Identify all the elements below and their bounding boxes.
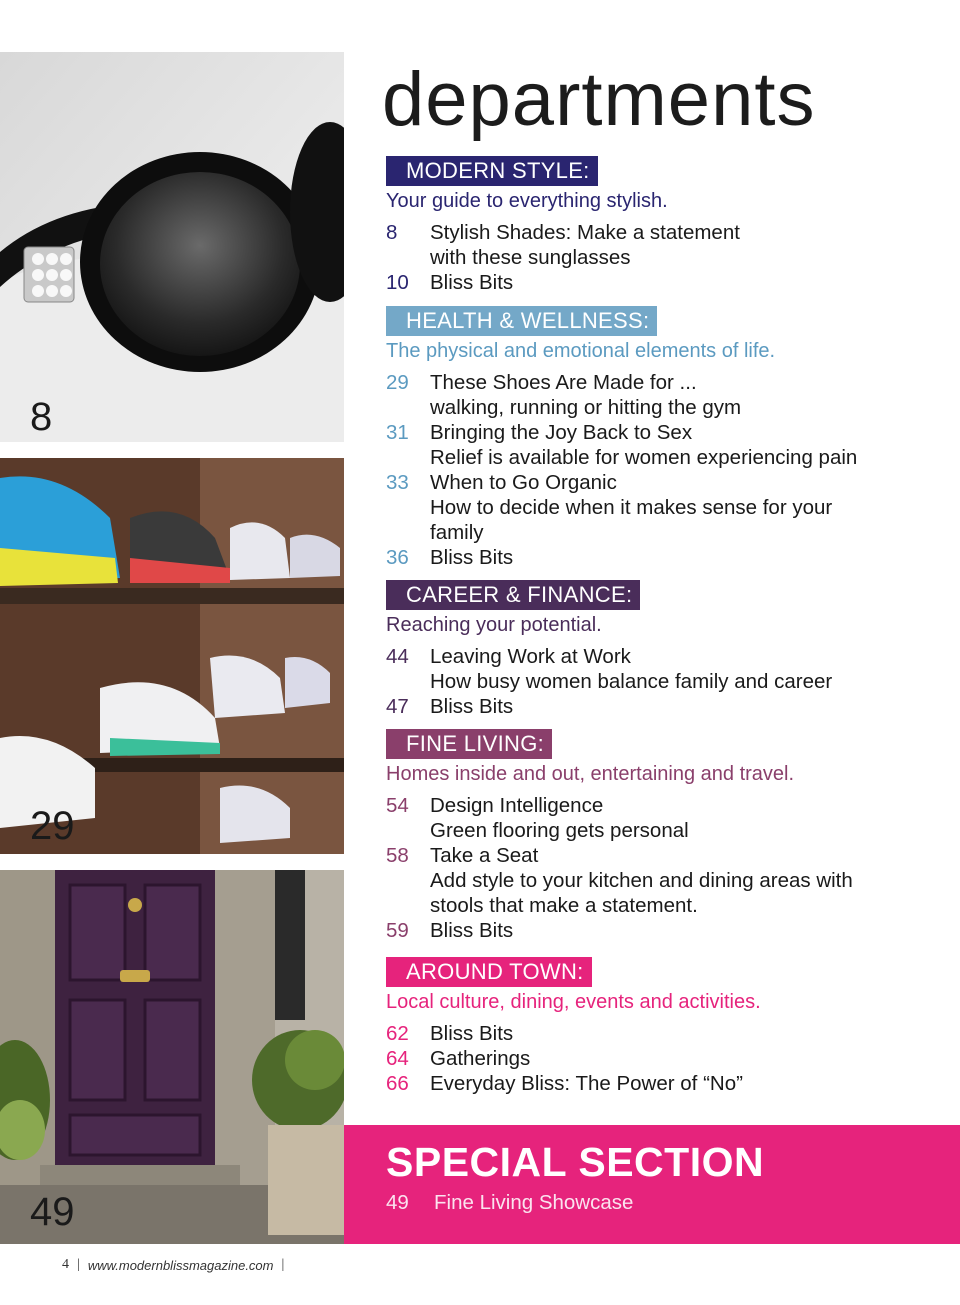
- special-section-title: SPECIAL SECTION: [386, 1139, 765, 1185]
- sneakers-photo: [0, 458, 344, 854]
- purple-door-photo: [0, 870, 344, 1244]
- section-header: MODERN STYLE:: [386, 156, 598, 186]
- toc-entry[interactable]: [386, 370, 946, 420]
- toc-entry[interactable]: [386, 793, 946, 843]
- entry-description: walking, running or hitting the gym: [430, 396, 742, 419]
- toc-entry[interactable]: [386, 470, 946, 545]
- toc-entry[interactable]: [386, 843, 946, 918]
- special-entry[interactable]: [386, 1191, 633, 1215]
- photo-page-number: 8: [30, 395, 53, 439]
- section-header: HEALTH & WELLNESS:: [386, 306, 657, 336]
- entry-page-number: 47: [386, 695, 409, 718]
- section-career-finance: [386, 580, 946, 719]
- entry-title: Bringing the Joy Back to Sex: [430, 421, 693, 444]
- entry-title: Bliss Bits: [430, 919, 514, 942]
- toc-entry[interactable]: [386, 1046, 946, 1071]
- entry-description-cont: stools that make a statement.: [430, 894, 698, 917]
- toc-entry[interactable]: [386, 694, 946, 719]
- entry-page-number: 44: [386, 645, 409, 668]
- entry-title: Bliss Bits: [430, 546, 514, 569]
- section-modern-style: [386, 156, 946, 295]
- footer-page-number: 4: [62, 1257, 69, 1272]
- entry-page-number: 66: [386, 1072, 409, 1095]
- entry-description: with these sunglasses: [430, 246, 631, 269]
- section-around-town: [386, 957, 946, 1096]
- special-entry-page-number: 49: [386, 1191, 409, 1214]
- photo-page-number: 29: [30, 804, 75, 848]
- photo-page-number: 49: [30, 1190, 75, 1234]
- section-subtitle: Local culture, dining, events and activities.: [386, 991, 761, 1013]
- entry-page-number: 10: [386, 271, 409, 294]
- entry-title: Bliss Bits: [430, 695, 514, 718]
- footer-url-link[interactable]: www.modernblissmagazine.com: [87, 1257, 274, 1273]
- toc-entry[interactable]: [386, 1021, 946, 1046]
- section-health-wellness: [386, 306, 946, 570]
- entry-title: Design Intelligence: [430, 794, 604, 817]
- entry-title: Gatherings: [430, 1047, 531, 1070]
- entry-description-cont: family: [430, 521, 484, 544]
- page-footer: [62, 1257, 284, 1273]
- entry-title: Leaving Work at Work: [430, 645, 631, 668]
- entry-description: Green flooring gets personal: [430, 819, 689, 842]
- entry-description: Add style to your kitchen and dining areas with: [430, 869, 853, 892]
- entry-title: Stylish Shades: Make a statement: [430, 221, 740, 244]
- entry-title: Take a Seat: [430, 844, 539, 867]
- entry-page-number: 31: [386, 421, 409, 444]
- entry-page-number: 36: [386, 546, 409, 569]
- entry-title: Bliss Bits: [430, 271, 514, 294]
- section-fine-living: [386, 729, 946, 943]
- toc-entry[interactable]: [386, 270, 946, 295]
- section-subtitle: The physical and emotional elements of life.: [386, 340, 776, 362]
- entry-page-number: 54: [386, 794, 409, 817]
- footer-separator: |: [281, 1257, 285, 1272]
- entry-title: Bliss Bits: [430, 1022, 514, 1045]
- entry-page-number: 62: [386, 1022, 409, 1045]
- entry-description: Relief is available for women experiencing pain: [430, 446, 858, 469]
- entry-description: How to decide when it makes sense for your: [430, 496, 833, 519]
- entry-page-number: 8: [386, 221, 398, 244]
- section-header: CAREER & FINANCE:: [386, 580, 640, 610]
- sunglasses-photo: [0, 52, 344, 442]
- entry-title: Everyday Bliss: The Power of “No”: [430, 1072, 743, 1095]
- entry-title: These Shoes Are Made for ...: [430, 371, 697, 394]
- toc-entry[interactable]: [386, 220, 946, 270]
- entry-title: When to Go Organic: [430, 471, 617, 494]
- toc-entry[interactable]: [386, 1071, 946, 1096]
- section-header: AROUND TOWN:: [386, 957, 592, 987]
- page-title: departments: [382, 57, 816, 142]
- toc-entry[interactable]: [386, 644, 946, 694]
- entry-description: How busy women balance family and career: [430, 670, 833, 693]
- footer-separator: |: [77, 1257, 80, 1272]
- entry-page-number: 33: [386, 471, 409, 494]
- section-subtitle: Reaching your potential.: [386, 614, 602, 636]
- toc-entry[interactable]: [386, 420, 946, 470]
- special-entry-title: Fine Living Showcase: [434, 1191, 634, 1214]
- entry-page-number: 59: [386, 919, 409, 942]
- entry-page-number: 29: [386, 371, 409, 394]
- toc-entry[interactable]: [386, 545, 946, 570]
- section-subtitle: Homes inside and out, entertaining and travel.: [386, 763, 795, 785]
- entry-page-number: 64: [386, 1047, 409, 1070]
- section-header: FINE LIVING:: [386, 729, 552, 759]
- special-section-banner: [344, 1125, 960, 1244]
- toc-entry[interactable]: [386, 918, 946, 943]
- entry-page-number: 58: [386, 844, 409, 867]
- section-subtitle: Your guide to everything stylish.: [386, 190, 668, 212]
